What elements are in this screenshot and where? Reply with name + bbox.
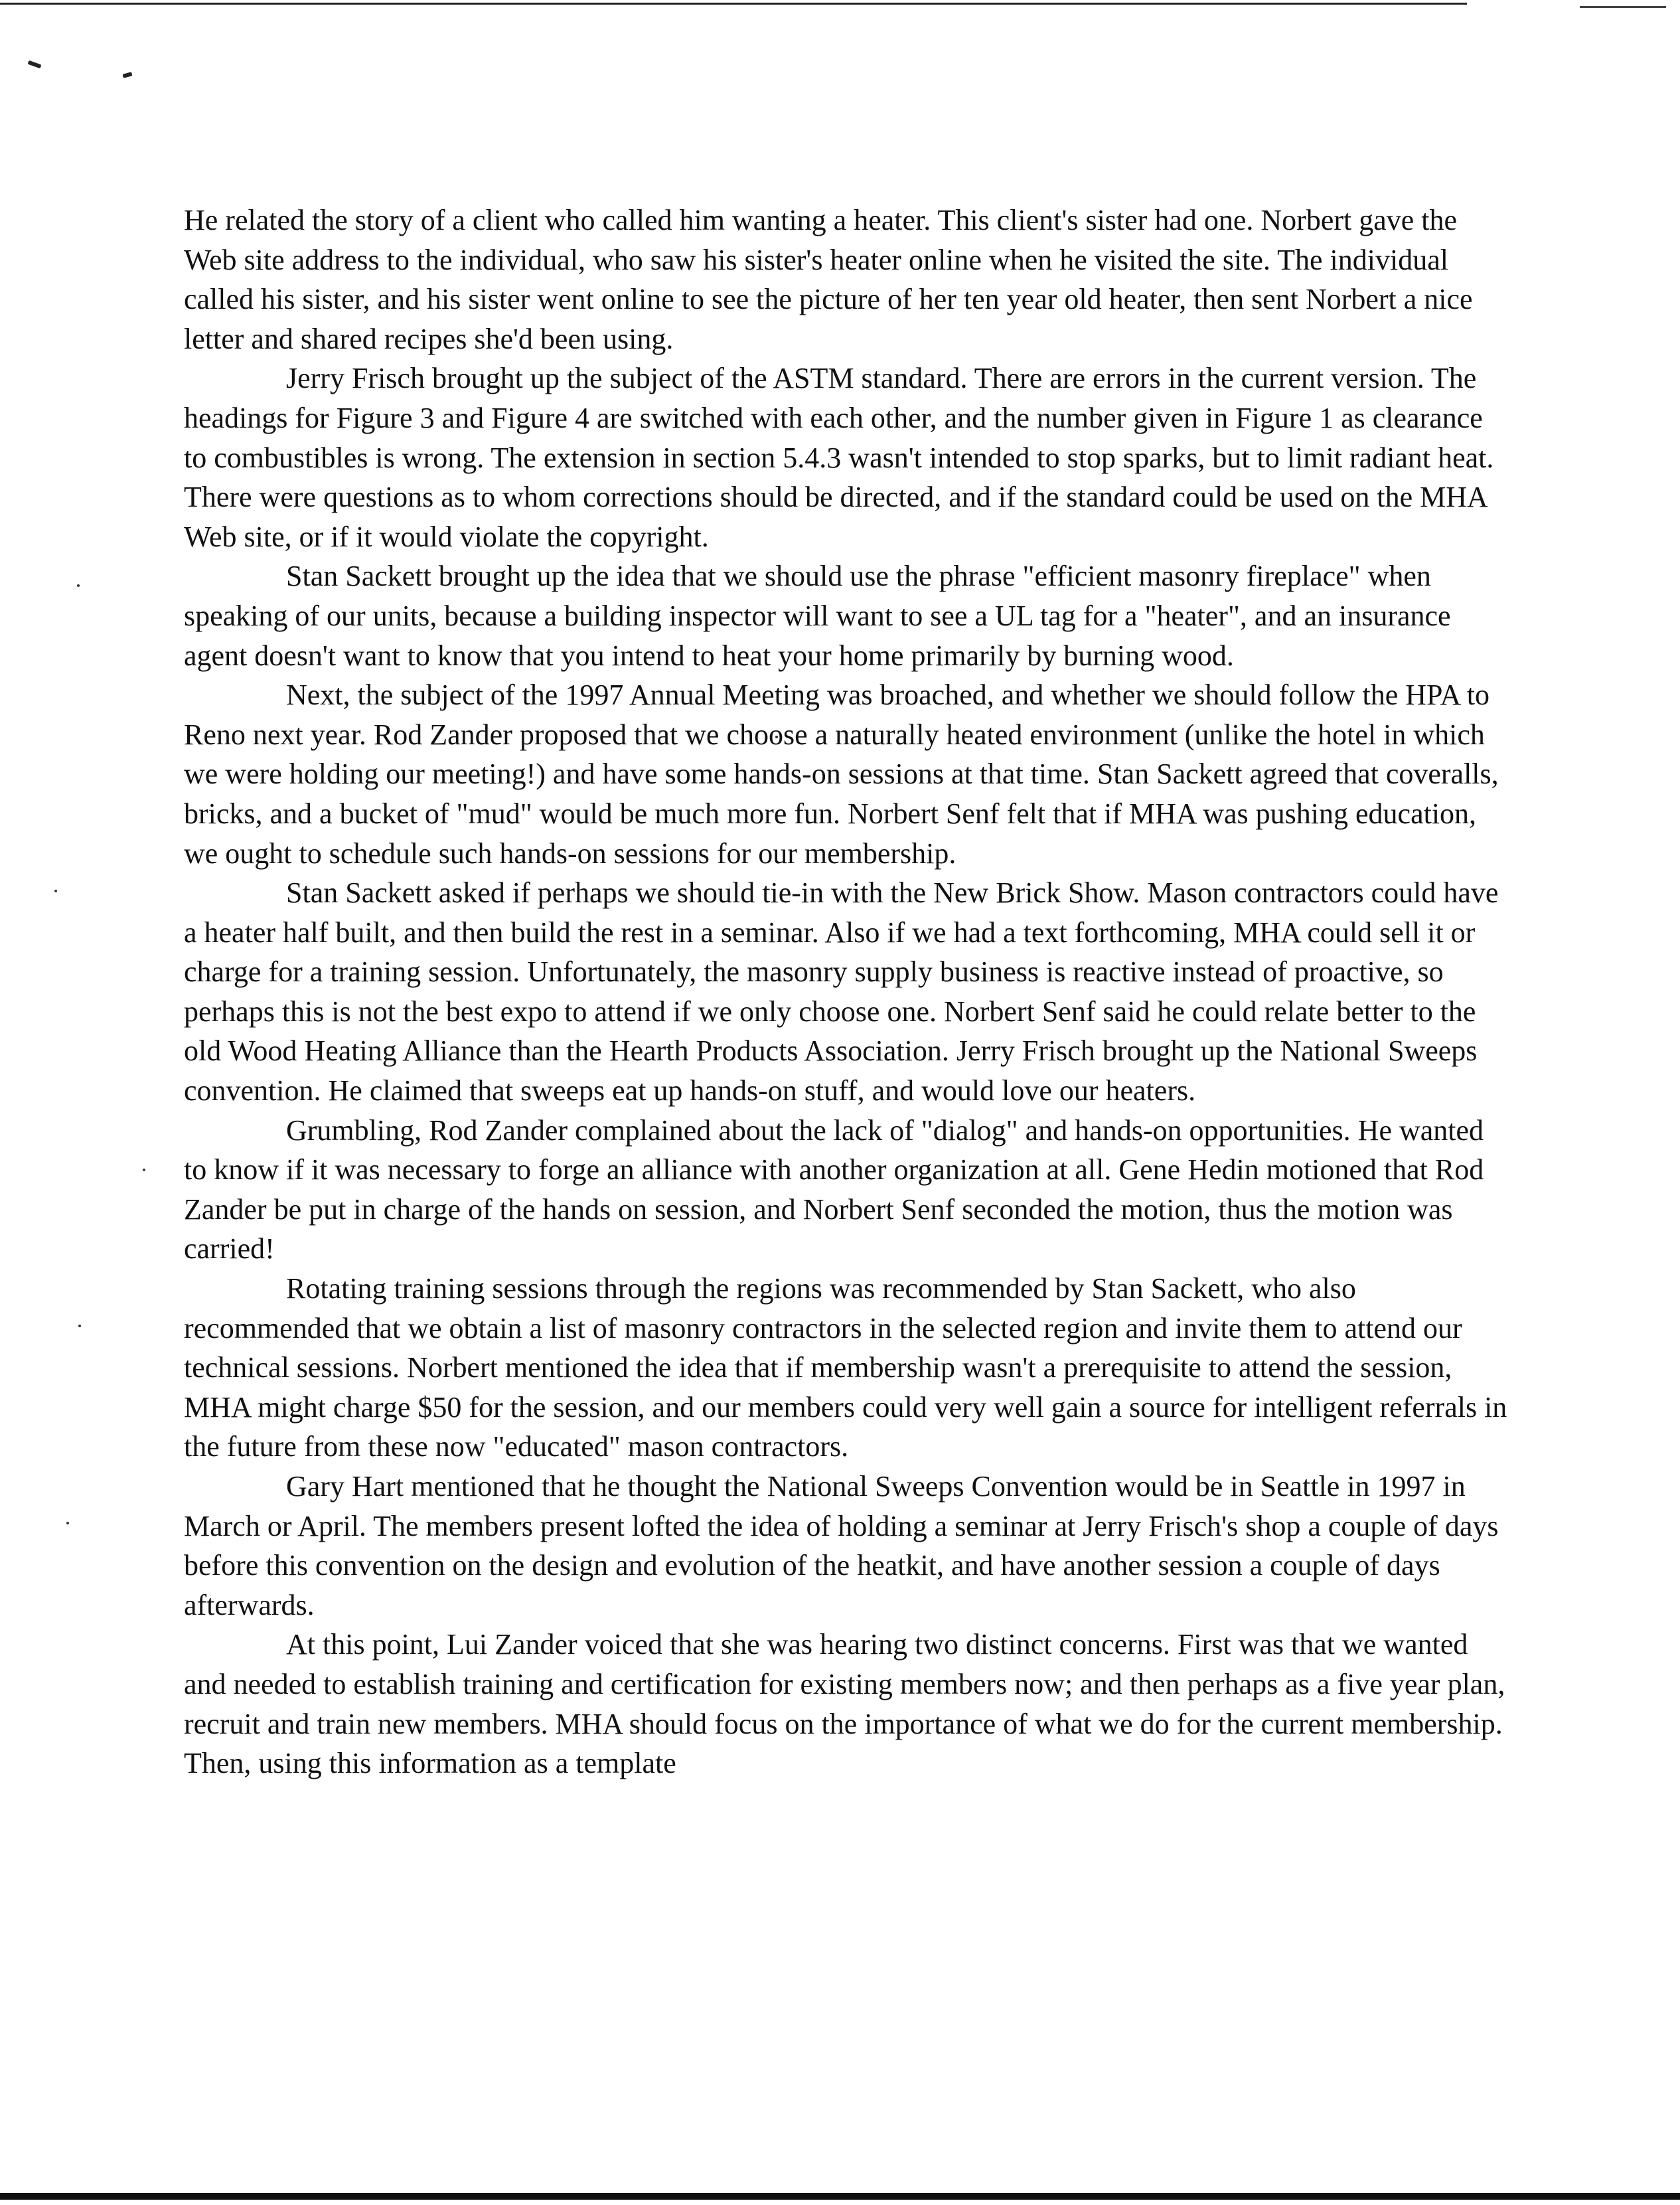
scan-top-rule xyxy=(0,3,1467,5)
margin-dot xyxy=(54,890,57,892)
paragraph-client-story: He related the story of a client who called him wanting a heater. This client's sister had one. Norbert gave the Web site address to the individual, who saw his sister's heater online when he visited the site. The individual called his sister, and his sister went online to see the picture of her ten year old heater, then sent Norbert a nice letter and shared recipes she'd been using. xyxy=(184,204,1473,355)
paragraph-hands-on-motion: Grumbling, Rod Zander complained about the lack of "dialog" and hands-on opportunities. He wanted to know if it was necessary to forge an alliance with another organization at all. Gene Hedin motioned that Rod Zander be put in charge of the hands on session, and Norbert Senf seconded the motion, thus the motion was carried! xyxy=(184,1113,1484,1266)
document-body xyxy=(184,201,1511,1783)
paragraph-two-concerns: At this point, Lui Zander voiced that she was hearing two distinct concerns. First was that we wanted and needed to establish training and certification for existing members now; and then perhaps as a five year plan, recruit and train new members. MHA should focus on the importance of what we do for the current membership. Then, using this information as a template xyxy=(184,1628,1505,1780)
scan-speck xyxy=(122,72,132,78)
paragraph-rotating-training: Rotating training sessions through the regions was recommended by Stan Sackett, who also recommended that we obtain a list of masonry contractors in the selected region and invite them to attend our technical sessions. Norbert mentioned the idea that if membership wasn't a prerequisite to attend the session, MHA might charge $50 for the session, and our members could very well gain a source for intelligent referrals in the future from these now "educated" mason contractors. xyxy=(184,1272,1507,1463)
margin-dot xyxy=(66,1522,69,1524)
scan-speck xyxy=(28,60,42,68)
margin-dot xyxy=(78,1325,81,1327)
margin-dot xyxy=(143,1169,145,1171)
scan-top-right-rule xyxy=(1580,6,1666,8)
scan-bottom-rule xyxy=(0,2193,1680,2200)
paragraph-sweeps-convention: Gary Hart mentioned that he thought the National Sweeps Convention would be in Seattle in 1997 in March or April. The members present lofted the idea of holding a seminar at Jerry Frisch's shop a couple of days before this convention on the design and evolution of the heatkit, and have another session a couple of days afterwards. xyxy=(184,1470,1499,1621)
margin-dot xyxy=(77,584,80,587)
paragraph-new-brick-show: Stan Sackett asked if perhaps we should tie-in with the New Brick Show. Mason contractors could have a heater half built, and then build the rest in a seminar. Also if we had a text forthcoming, MHA could sell it or charge for a training session. Unfortunately, the masonry supply business is reactive instead of proactive, so perhaps this is not the best expo to attend if we only choose one. Norbert Senf said he could relate better to the old Wood Heating Alliance than the Hearth Products Association. Jerry Frisch brought up the National Sweeps convention. He claimed that sweeps eat up hands-on stuff, and would love our heaters. xyxy=(184,876,1499,1107)
paragraph-astm-standard: Jerry Frisch brought up the subject of the ASTM standard. There are errors in the current version. The headings for Figure 3 and Figure 4 are switched with each other, and the number given in Figure 1 as clearance to combustibles is wrong. The extension in section 5.4.3 wasn't intended to stop sparks, but to limit radiant heat. There were questions as to whom corrections should be directed, and if the standard could be used on the MHA Web site, or if it would violate the copyright. xyxy=(184,362,1494,553)
paragraph-efficient-masonry-fireplace: Stan Sackett brought up the idea that we should use the phrase "efficient masonry fireplace" when speaking of our units, because a building inspector will want to see a UL tag for a "heater", and an insurance agent doesn't want to know that you intend to heat your home primarily by burning wood. xyxy=(184,560,1451,672)
paragraph-annual-meeting: Next, the subject of the 1997 Annual Meeting was broached, and whether we should follow the HPA to Reno next year. Rod Zander proposed that we choose a naturally heated environment (unlike the hotel in which we were holding our meeting!) and have some hands-on sessions at that time. Stan Sackett agreed that coveralls, bricks, and a bucket of "mud" would be much more fun. Norbert Senf felt that if MHA was pushing education, we ought to schedule such hands-on sessions for our membership. xyxy=(184,679,1499,870)
